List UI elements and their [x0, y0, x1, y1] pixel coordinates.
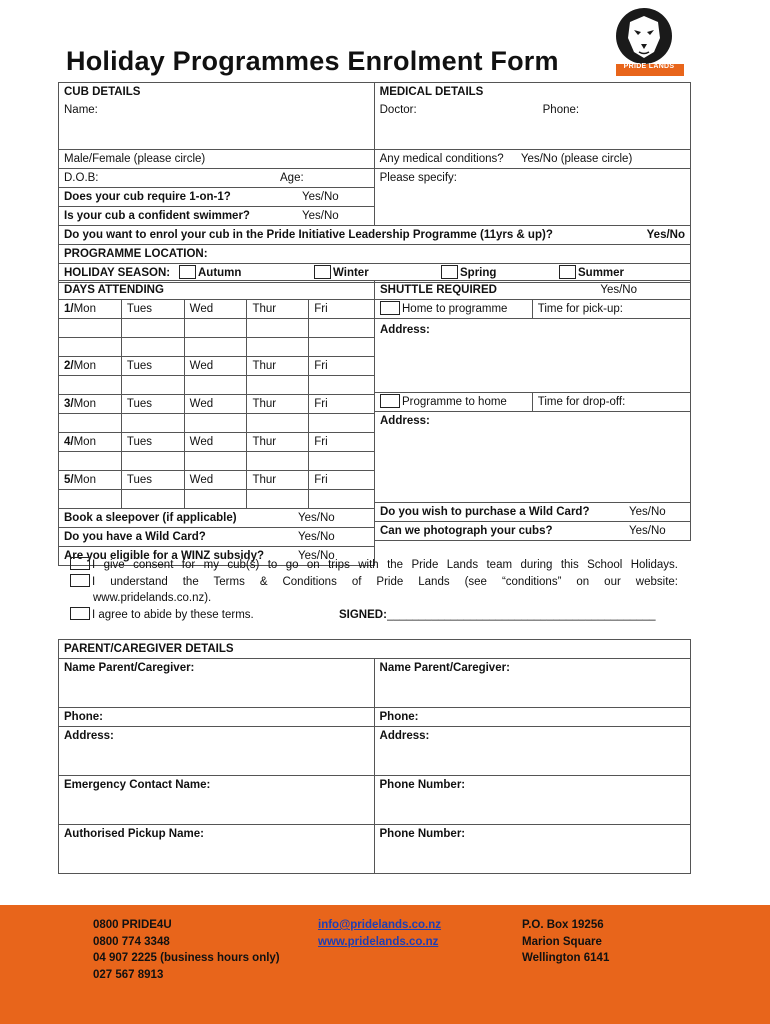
- day-wed: Wed: [189, 474, 214, 486]
- day-fri: Fri: [314, 303, 328, 315]
- week-num: 2/: [64, 360, 74, 372]
- parent-phone-cell-1[interactable]: [59, 708, 375, 727]
- home-to-programme-label: Home to programme: [402, 303, 508, 315]
- day-mon: Mon: [73, 360, 96, 372]
- footer-phone-2: 0800 774 3348: [93, 935, 170, 948]
- day-cell[interactable]: [247, 471, 309, 490]
- parent-phone-label-2: Phone:: [379, 711, 419, 723]
- swimmer-cell: [59, 207, 375, 226]
- day-cell[interactable]: [59, 357, 122, 376]
- specify-label: Please specify:: [379, 172, 457, 184]
- programme-to-home-cell[interactable]: [375, 393, 533, 412]
- day-cell[interactable]: [309, 395, 375, 414]
- dropoff-time-label: Time for drop-off:: [537, 396, 626, 408]
- footer-email-link[interactable]: info@pridelands.co.nz: [318, 919, 442, 931]
- summer-label: Summer: [578, 267, 625, 279]
- emergency-contact-cell[interactable]: [59, 776, 375, 825]
- day-wed: Wed: [189, 398, 214, 410]
- dropoff-address-cell[interactable]: [375, 412, 691, 503]
- medical-conditions-value[interactable]: Yes/No (please circle): [520, 153, 633, 165]
- consent-terms-checkbox[interactable]: [70, 574, 90, 587]
- day-fri: Fri: [314, 474, 328, 486]
- pickup-name-label: Authorised Pickup Name:: [64, 828, 204, 840]
- wildcard-cell: [59, 528, 375, 547]
- purchase-wildcard-label: Do you wish to purchase a Wild Card?: [380, 506, 590, 518]
- signature-line[interactable]: __________________________________________: [386, 608, 656, 621]
- day-cell[interactable]: [184, 433, 247, 452]
- dob-label: D.O.B:: [64, 172, 99, 184]
- footer: [0, 905, 770, 1024]
- day-tues: Tues: [126, 398, 152, 410]
- photograph-label: Can we photograph your cubs?: [380, 525, 553, 537]
- day-thur: Thur: [252, 398, 277, 410]
- parent-address-cell-1[interactable]: [59, 727, 375, 776]
- week-row: [59, 357, 375, 376]
- parent-address-label-2: Address:: [379, 730, 430, 742]
- week-num: 3/: [64, 398, 74, 410]
- parent-name-cell-1[interactable]: [59, 659, 375, 708]
- day-cell[interactable]: [309, 471, 375, 490]
- day-thur: Thur: [252, 436, 277, 448]
- shuttle-value[interactable]: Yes/No: [600, 284, 637, 296]
- swimmer-value[interactable]: Yes/No: [302, 210, 339, 222]
- parent-phone-label-1: Phone:: [64, 711, 103, 723]
- day-fri: Fri: [314, 398, 328, 410]
- day-cell[interactable]: [59, 471, 122, 490]
- day-mon: Mon: [73, 436, 96, 448]
- winz-label: Are you eligible for a WINZ subsidy?: [64, 550, 264, 562]
- pickup-address-label: Address:: [380, 324, 430, 336]
- one-on-one-label: Does your cub require 1-on-1?: [64, 191, 231, 203]
- week-num: 5/: [64, 474, 74, 486]
- day-mon: Mon: [73, 474, 96, 486]
- week-row: [59, 300, 375, 319]
- footer-phone-1: 0800 PRIDE4U: [93, 919, 172, 931]
- one-on-one-cell: [59, 188, 375, 207]
- spring-label: Spring: [460, 267, 497, 279]
- consent-abide-text: I agree to abide by these terms.: [92, 608, 254, 621]
- winter-checkbox[interactable]: [314, 265, 331, 279]
- autumn-checkbox[interactable]: [179, 265, 196, 279]
- sleepover-label: Book a sleepover (if applicable): [64, 512, 237, 524]
- leadership-value[interactable]: Yes/No: [646, 229, 685, 241]
- age-label: Age:: [280, 172, 304, 184]
- shuttle-heading-cell: [375, 281, 691, 300]
- emergency-contact-label: Emergency Contact Name:: [64, 779, 211, 791]
- day-cell[interactable]: [247, 357, 309, 376]
- parent-table: [58, 639, 691, 874]
- parent-heading: PARENT/CAREGIVER DETAILS: [59, 640, 691, 659]
- day-wed: Wed: [189, 436, 214, 448]
- home-to-programme-checkbox[interactable]: [380, 301, 400, 315]
- day-cell[interactable]: [184, 300, 247, 319]
- week-row: [59, 395, 375, 414]
- parent-address-label-1: Address:: [64, 730, 114, 742]
- summer-checkbox[interactable]: [559, 265, 576, 279]
- cub-name-cell[interactable]: [59, 83, 375, 150]
- winz-value[interactable]: Yes/No: [298, 550, 335, 562]
- consent-section: [70, 557, 678, 623]
- week-num: 4/: [64, 436, 74, 448]
- pickup-time-label: Time for pick-up:: [537, 303, 623, 315]
- home-to-programme-cell[interactable]: [375, 300, 533, 319]
- specify-cell[interactable]: [374, 169, 690, 226]
- parent-name-label-1: Name Parent/Caregiver:: [64, 662, 195, 674]
- day-cell[interactable]: [184, 471, 247, 490]
- day-cell[interactable]: [247, 395, 309, 414]
- day-tues: Tues: [126, 303, 152, 315]
- footer-address: [522, 917, 609, 967]
- parent-address-cell-2[interactable]: [374, 727, 690, 776]
- wildcard-value[interactable]: Yes/No: [298, 531, 335, 543]
- wildcard-label: Do you have a Wild Card?: [64, 531, 206, 543]
- day-cell[interactable]: [121, 433, 184, 452]
- footer-phone-3: 04 907 2225 (business hours only): [93, 952, 280, 964]
- day-tues: Tues: [126, 360, 152, 372]
- gender-cell[interactable]: [59, 150, 375, 169]
- parent-name-cell-2[interactable]: [374, 659, 690, 708]
- day-tues: Tues: [126, 474, 152, 486]
- day-mon: Mon: [73, 303, 96, 315]
- purchase-wildcard-value[interactable]: Yes/No: [629, 506, 666, 518]
- doctor-label: Doctor:: [379, 104, 417, 116]
- medical-conditions-label: Any medical conditions?: [379, 153, 504, 165]
- day-wed: Wed: [189, 303, 214, 315]
- signed-label: SIGNED:: [339, 608, 387, 621]
- parent-phone-cell-2[interactable]: [374, 708, 690, 727]
- day-cell[interactable]: [184, 395, 247, 414]
- footer-links: [318, 917, 441, 950]
- swimmer-label: Is your cub a confident swimmer?: [64, 210, 250, 222]
- day-cell[interactable]: [184, 357, 247, 376]
- day-fri: Fri: [314, 360, 328, 372]
- day-cell[interactable]: [309, 433, 375, 452]
- footer-website-link[interactable]: www.pridelands.co.nz: [318, 935, 439, 948]
- footer-address-1: P.O. Box 19256: [522, 919, 604, 931]
- day-cell[interactable]: [59, 395, 122, 414]
- week-spacer-row: [59, 319, 375, 338]
- consent-abide-checkbox[interactable]: [70, 607, 90, 620]
- dropoff-address-label: Address:: [380, 415, 430, 427]
- purchase-wildcard-cell: [375, 503, 691, 522]
- gender-label: Male/Female (please circle): [64, 153, 206, 165]
- days-heading: DAYS ATTENDING: [59, 281, 375, 300]
- photograph-value[interactable]: Yes/No: [629, 525, 666, 537]
- week-spacer-row: [59, 490, 375, 509]
- week-row: [59, 433, 375, 452]
- medical-details-heading: MEDICAL DETAILS: [379, 86, 484, 98]
- day-thur: Thur: [252, 474, 277, 486]
- week-num: 1/: [64, 303, 74, 315]
- doctor-phone-label: Phone:: [542, 104, 580, 116]
- day-cell[interactable]: [309, 300, 375, 319]
- week-spacer-row: [59, 414, 375, 433]
- cub-medical-table: [58, 82, 691, 283]
- footer-phone-4: 027 567 8913: [93, 968, 164, 981]
- pickup-phone-label: Phone Number:: [379, 828, 466, 840]
- day-cell[interactable]: [121, 357, 184, 376]
- logo-text: PRIDE LANDS: [623, 63, 675, 70]
- consent-website-text: www.pridelands.co.nz).: [93, 592, 212, 604]
- day-wed: Wed: [189, 360, 214, 372]
- cub-name-label: Name:: [64, 104, 98, 116]
- location-label: PROGRAMME LOCATION:: [64, 248, 208, 260]
- footer-address-3: Wellington 6141: [522, 952, 610, 964]
- dob-cell[interactable]: [59, 169, 375, 188]
- day-cell[interactable]: [121, 395, 184, 414]
- footer-address-2: Marion Square: [522, 935, 602, 948]
- day-cell[interactable]: [247, 300, 309, 319]
- one-on-one-value[interactable]: Yes/No: [302, 191, 339, 203]
- day-cell[interactable]: [247, 433, 309, 452]
- emergency-phone-label: Phone Number:: [379, 779, 466, 791]
- autumn-label: Autumn: [198, 267, 242, 279]
- pickup-phone-cell[interactable]: [374, 825, 690, 874]
- day-thur: Thur: [252, 303, 277, 315]
- consent-trips-text: I give consent for my cub(s) to go on trips with the Pride Lands team during this School Holidays.: [92, 559, 678, 571]
- page-title: Holiday Programmes Enrolment Form: [66, 46, 559, 76]
- medical-conditions-cell[interactable]: [374, 150, 690, 169]
- location-cell[interactable]: [59, 245, 691, 264]
- leadership-label: Do you want to enrol your cub in the Pride Initiative Leadership Programme (11yrs & up)?: [64, 229, 553, 241]
- shuttle-heading: SHUTTLE REQUIRED: [380, 284, 497, 296]
- cub-details-heading: CUB DETAILS: [64, 86, 141, 98]
- week-spacer-row: [59, 452, 375, 471]
- season-label: HOLIDAY SEASON:: [64, 267, 171, 279]
- emergency-phone-cell[interactable]: [374, 776, 690, 825]
- day-fri: Fri: [314, 436, 328, 448]
- pickup-name-cell[interactable]: [59, 825, 375, 874]
- day-tues: Tues: [126, 436, 152, 448]
- sleepover-value[interactable]: Yes/No: [298, 512, 335, 524]
- day-mon: Mon: [73, 398, 96, 410]
- programme-to-home-label: Programme to home: [402, 396, 507, 408]
- leadership-cell: [59, 226, 691, 245]
- photograph-cell: [375, 522, 691, 541]
- day-cell[interactable]: [59, 300, 122, 319]
- week-spacer-row: [59, 376, 375, 395]
- pickup-address-cell[interactable]: [375, 319, 691, 393]
- programme-to-home-checkbox[interactable]: [380, 394, 400, 408]
- doctor-cell[interactable]: [374, 83, 690, 150]
- day-cell[interactable]: [309, 357, 375, 376]
- spring-checkbox[interactable]: [441, 265, 458, 279]
- sleepover-cell: [59, 509, 375, 528]
- day-cell[interactable]: [121, 300, 184, 319]
- shuttle-table: [374, 280, 691, 541]
- pickup-time-cell[interactable]: [532, 300, 690, 319]
- parent-name-label-2: Name Parent/Caregiver:: [379, 662, 510, 674]
- days-table: [58, 280, 375, 566]
- day-thur: Thur: [252, 360, 277, 372]
- consent-trips-checkbox[interactable]: [70, 557, 90, 570]
- day-cell[interactable]: [59, 433, 122, 452]
- winter-label: Winter: [333, 267, 369, 279]
- consent-terms-text: I understand the Terms & Conditions of Pride Lands (see “conditions” on our website:: [92, 575, 678, 588]
- lion-logo-icon: [608, 4, 690, 82]
- footer-phones: [93, 917, 280, 983]
- day-cell[interactable]: [121, 471, 184, 490]
- dropoff-time-cell[interactable]: [532, 393, 690, 412]
- week-row: [59, 471, 375, 490]
